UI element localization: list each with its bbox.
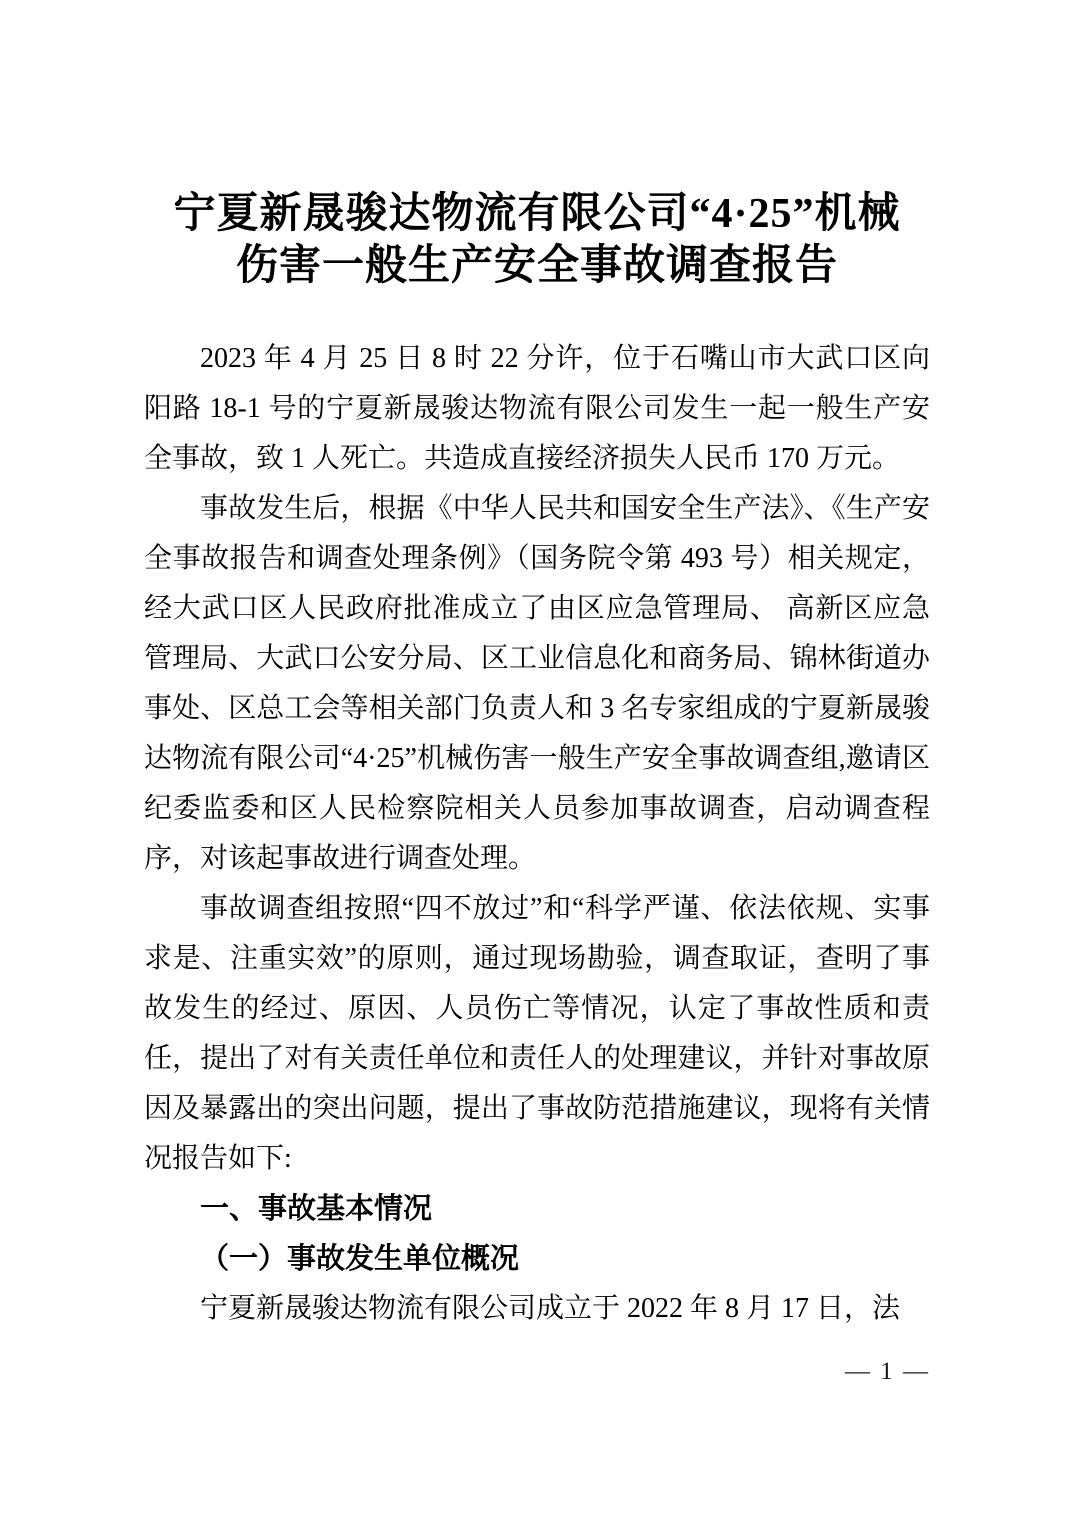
- document-content: [144, 0, 930, 1334]
- document-title-line2: 伤害一般生产安全事故调查报告: [235, 243, 838, 289]
- subsection-heading-unit-overview: （一）事故发生单位概况: [200, 1243, 520, 1275]
- paragraph-company-overview: 宁夏新晟骏达物流有限公司成立于 2022 年 8 月 17 日，法: [200, 1293, 901, 1324]
- document-title-line1: 宁夏新晟骏达物流有限公司“4·25”机械: [173, 191, 901, 237]
- page-number: — 1 —: [845, 1358, 930, 1385]
- section-heading-basic-situation: 一、事故基本情况: [200, 1193, 433, 1225]
- paragraph-investigation-principles: 事故调查组按照“四不放过”和“科学严谨、依法依规、实事求是、注重实效”的原则，通过现场勘验，调查取证，查明了事故发生的经过、原因、人员伤亡等情况，认定了事故性质和责任，提出了对有关责任单位和责任人的处理建议，并针对事故原因及暴露出的突出问题，提出了事故防范措施建议，现将有关情况报告如下:: [144, 893, 930, 1174]
- document-title: [144, 188, 930, 292]
- paragraph-investigation-team: 事故发生后，根据《中华人民共和国安全生产法》、《生产安全事故报告和调查处理条例》（国务院令第 493 号）相关规定，经大武口区人民政府批准成立了由区应急管理局、 高新区应急管理局、大武口公安分局、区工业信息化和商务局、锦林街道办事处、区总工会等相关部门负责人和 3 名专家组成的宁夏新晟骏达物流有限公司“4·25”机械伤害一般生产安全事故调查组,邀请区纪委监委和区人民检察院相关人员参加事故调查，启动调查程序，对该起事故进行调查处理。: [144, 493, 930, 874]
- paragraph-accident-summary: 2023 年 4 月 25 日 8 时 22 分许，位于石嘴山市大武口区向阳路 18-1 号的宁夏新晟骏达物流有限公司发生一起一般生产安全事故，致 1 人死亡。共造成直接经济损失人民币 170 万元。: [144, 343, 930, 474]
